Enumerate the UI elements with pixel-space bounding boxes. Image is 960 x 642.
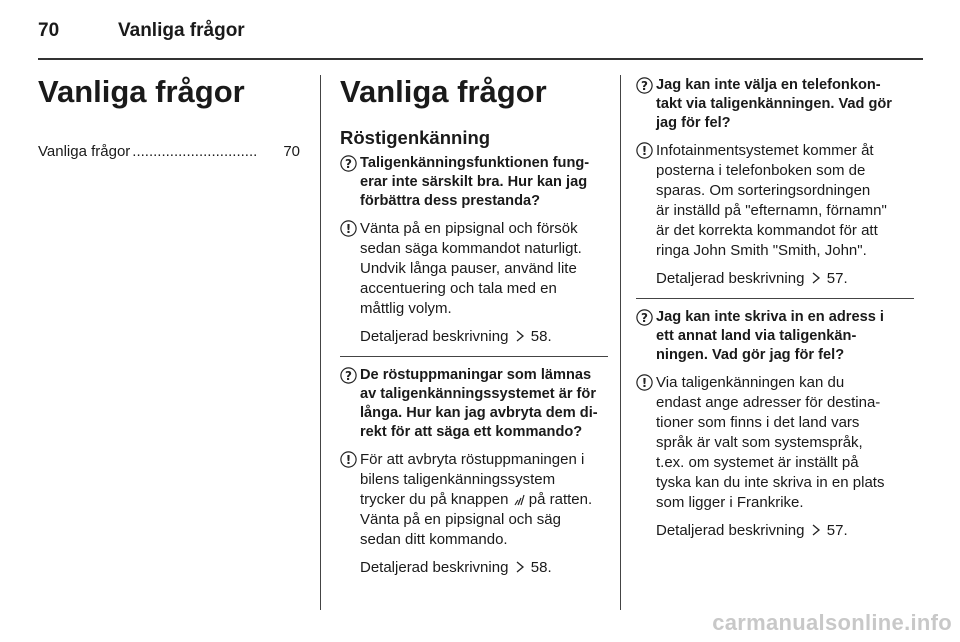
qa-separator — [340, 356, 608, 357]
detail-page-link[interactable]: 58. — [530, 559, 552, 576]
voice-button-icon — [513, 493, 525, 506]
qa-separator — [636, 298, 914, 299]
answer-text: Infotainmentsystemet kommer åt posterna i telefonboken som de sparas. Om sorteringsordningen är inställd på "efternamn, förnamn" är det korrekta kommandot för att ringa John Smith "Smith, John". — [656, 142, 887, 259]
answer-text: på ratten. Vänta på en pipsignal och säg sedan ditt kommando. — [360, 491, 593, 548]
detail-page-link[interactable]: 58. — [530, 328, 552, 345]
svg-text:?: ? — [345, 369, 352, 383]
svg-text:?: ? — [345, 157, 352, 171]
detail-reference — [340, 327, 608, 347]
header-rule — [38, 58, 923, 60]
question-circle-icon — [340, 155, 357, 172]
toc-entry-page: 70 — [283, 143, 300, 160]
content-column-1 — [340, 72, 608, 587]
column-divider — [320, 75, 321, 610]
toc-entry[interactable] — [38, 142, 300, 162]
exclamation-circle-icon — [340, 220, 357, 237]
section-title: Vanliga frågor — [340, 74, 547, 109]
svg-text:!: ! — [641, 144, 648, 158]
arrow-right-icon — [811, 524, 821, 536]
answer — [636, 373, 914, 513]
detail-label: Detaljerad beskrivning — [656, 522, 805, 539]
toc-column — [38, 72, 300, 162]
question — [636, 76, 914, 133]
toc-entry-label: Vanliga frågor — [38, 143, 131, 160]
question-text: Jag kan inte välja en telefonkon- takt via taligenkänningen. Vad gör jag för fel? — [656, 77, 892, 131]
question-circle-icon — [340, 367, 357, 384]
question-text: De röstuppmaningar som lämnas av taligenkänningssystemet är för långa. Hur kan jag avbryta dem di- rekt för att säga ett kommando? — [360, 367, 598, 440]
detail-label: Detaljerad beskrivning — [360, 328, 509, 345]
question — [340, 154, 608, 211]
question — [340, 366, 608, 442]
detail-reference — [340, 558, 608, 578]
toc-leader-dots: .............................. — [132, 143, 258, 160]
header-section-title: Vanliga frågor — [118, 20, 245, 41]
detail-label: Detaljerad beskrivning — [656, 270, 805, 287]
exclamation-circle-icon — [636, 374, 653, 391]
answer-text: För att avbryta röstuppmaningen i bilens taligenkänningssystem trycker du på knappen — [360, 451, 585, 508]
page-number: 70 — [38, 20, 60, 41]
svg-text:!: ! — [641, 376, 648, 390]
exclamation-circle-icon — [636, 142, 653, 159]
content-column-2 — [636, 76, 914, 550]
question-circle-icon — [636, 77, 653, 94]
detail-label: Detaljerad beskrivning — [360, 559, 509, 576]
watermark: carmanualsonline.info — [712, 610, 952, 635]
answer — [636, 141, 914, 261]
svg-text:!: ! — [345, 453, 352, 467]
toc-title: Vanliga frågor — [38, 74, 245, 109]
arrow-right-icon — [515, 330, 525, 342]
answer-text: Vänta på en pipsignal och försök sedan säga kommandot naturligt. Undvik långa pauser, använd lite accentuering och tala med en måttlig volym. — [360, 220, 582, 317]
question — [636, 308, 914, 365]
answer — [340, 219, 608, 319]
column-divider — [620, 75, 621, 610]
question-text: Taligenkänningsfunktionen fung- erar inte särskilt bra. Hur kan jag förbättra dess prestanda? — [360, 155, 590, 209]
detail-page-link[interactable]: 57. — [826, 522, 848, 539]
detail-reference — [636, 521, 914, 541]
detail-page-link[interactable]: 57. — [826, 270, 848, 287]
exclamation-circle-icon — [340, 451, 357, 468]
question-text: Jag kan inte skriva in en adress i ett annat land via taligenkän- ningen. Vad gör jag för fel? — [656, 309, 884, 363]
arrow-right-icon — [811, 272, 821, 284]
svg-text:!: ! — [345, 222, 352, 236]
question-circle-icon — [636, 309, 653, 326]
arrow-right-icon — [515, 561, 525, 573]
subsection-title: Röstigenkänning — [340, 127, 491, 148]
svg-text:?: ? — [641, 79, 648, 93]
answer-text: Via taligenkänningen kan du endast ange adresser för destina- tioner som finns i det land vars språk är valt som systemspråk, t.ex. om systemet är inställt på tyska kan du inte skriva in en plats som ligger i Frankrike. — [656, 374, 885, 511]
svg-text:?: ? — [641, 311, 648, 325]
answer — [340, 450, 608, 550]
detail-reference — [636, 269, 914, 289]
